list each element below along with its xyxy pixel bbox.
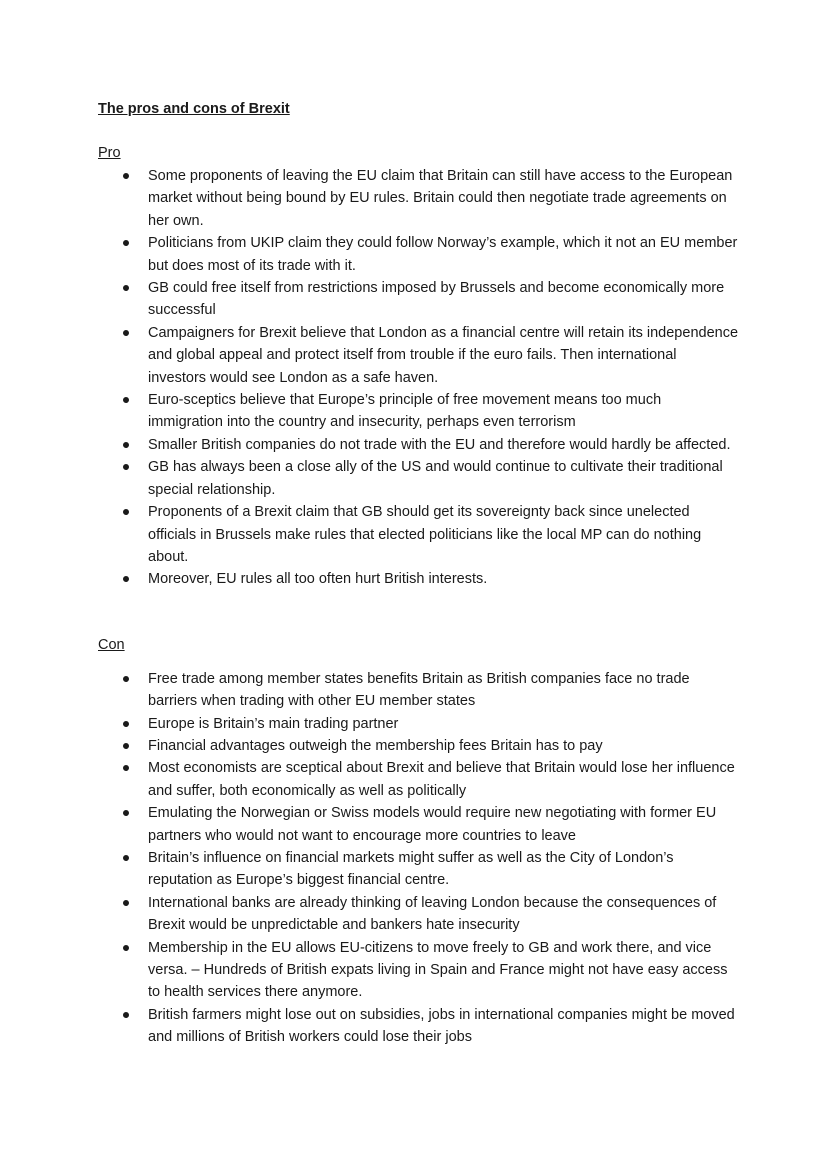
pro-item <box>98 389 738 434</box>
pro-item-text: Smaller British companies do not trade with the EU and therefore would hardly be affected. <box>148 436 731 453</box>
bullet-icon <box>123 397 129 403</box>
pro-item-text: Euro-sceptics believe that Europe’s principle of free movement means too much immigration into the country and insecurity, perhaps even terrorism <box>148 392 662 431</box>
pro-item <box>98 322 738 389</box>
pro-item <box>98 456 738 501</box>
pro-item-text: GB could free itself from restrictions imposed by Brussels and become economically more successful <box>148 280 725 319</box>
pro-item <box>98 277 738 322</box>
bullet-icon <box>123 509 129 515</box>
con-item <box>98 757 738 802</box>
con-item <box>98 802 738 847</box>
con-item-text: Emulating the Norwegian or Swiss models would require new negotiating with former EU partners who would not want to encourage more countries to leave <box>148 805 717 844</box>
bullet-icon <box>123 285 129 291</box>
con-item <box>98 892 738 937</box>
con-item <box>98 713 738 735</box>
pro-item <box>98 568 738 590</box>
document-title: The pros and cons of Brexit <box>98 101 290 117</box>
bullet-icon <box>123 855 129 861</box>
con-heading: Con <box>98 636 125 653</box>
bullet-icon <box>123 442 129 448</box>
pro-item <box>98 232 738 277</box>
bullet-icon <box>123 576 129 582</box>
con-item-text: Europe is Britain’s main trading partner <box>148 715 399 732</box>
con-item <box>98 668 738 713</box>
con-item-text: Most economists are sceptical about Brexit and believe that Britain would lose her influence and suffer, both economically as well as politically <box>148 760 735 799</box>
con-list <box>98 668 738 1049</box>
bullet-icon <box>123 240 129 246</box>
con-item <box>98 735 738 757</box>
pro-list <box>98 165 738 591</box>
bullet-icon <box>123 810 129 816</box>
pro-item <box>98 165 738 232</box>
bullet-icon <box>123 743 129 749</box>
pro-item-text: Moreover, EU rules all too often hurt British interests. <box>148 571 488 588</box>
bullet-icon <box>123 721 129 727</box>
con-item-text: Financial advantages outweigh the membership fees Britain has to pay <box>148 737 603 754</box>
pro-item-text: GB has always been a close ally of the US and would continue to cultivate their traditional special relationship. <box>148 459 723 498</box>
bullet-icon <box>123 464 129 470</box>
pro-heading: Pro <box>98 145 121 161</box>
con-item <box>98 937 738 1004</box>
pro-item <box>98 434 738 456</box>
con-item-text: British farmers might lose out on subsidies, jobs in international companies might be moved and millions of British workers could lose their jobs <box>148 1006 735 1046</box>
pro-item-text: Proponents of a Brexit claim that GB should get its sovereignty back since unelected officials in Brussels make rules that elected politicians like the local MP can do nothing about. <box>148 504 702 565</box>
bullet-icon <box>123 330 129 336</box>
con-item-text: Free trade among member states benefits Britain as British companies face no trade barriers when trading with other EU member states <box>148 670 690 710</box>
pro-item-text: Politicians from UKIP claim they could follow Norway’s example, which it not an EU member but does most of its trade with it. <box>148 235 738 274</box>
bullet-icon <box>123 900 129 906</box>
pro-item-text: Some proponents of leaving the EU claim that Britain can still have access to the European market without being bound by EU rules. Britain could then negotiate trade agreements on her own. <box>148 168 733 229</box>
con-item <box>98 1004 738 1049</box>
bullet-icon <box>123 676 129 682</box>
bullet-icon <box>123 765 129 771</box>
pro-item <box>98 501 738 568</box>
bullet-icon <box>123 1012 129 1018</box>
con-item-text: Membership in the EU allows EU-citizens to move freely to GB and work there, and vice versa. – Hundreds of British expats living in Spain and France might not have easy access to health services there anymore. <box>148 939 728 1001</box>
con-item-text: International banks are already thinking of leaving London because the consequences of Brexit would be unpredictable and bankers hate insecurity <box>148 894 717 934</box>
bullet-icon <box>123 945 129 951</box>
pro-item-text: Campaigners for Brexit believe that London as a financial centre will retain its independence and global appeal and protect itself from trouble if the euro fails. Then international investors would see London as a safe haven. <box>148 324 739 386</box>
bullet-icon <box>123 173 129 179</box>
con-item-text: Britain’s influence on financial markets might suffer as well as the City of London’s reputation as Europe’s biggest financial centre. <box>148 849 674 889</box>
con-item <box>98 847 738 892</box>
